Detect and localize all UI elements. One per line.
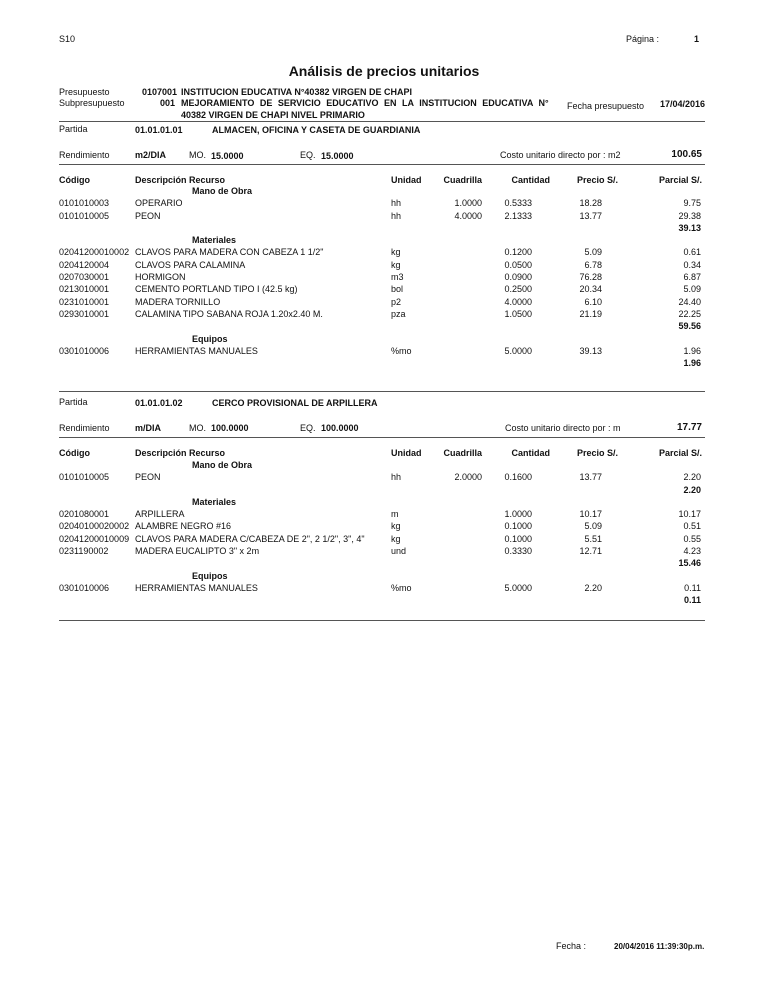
empty-cell [391, 320, 431, 332]
empty-cell [59, 222, 135, 234]
cell-descripcion: ALAMBRE NEGRO #16 [135, 521, 232, 532]
cell-cuadrilla: 4.0000 [454, 210, 482, 221]
subpresupuesto-name-line1: MEJORAMIENTO DE SERVICIO EDUCATIVO EN LA INSTITUCION EDUCATIVA N° [181, 98, 549, 108]
cell-unidad: kg [391, 521, 401, 532]
col-header-cuadrilla: Cuadrilla [443, 448, 482, 458]
empty-cell [482, 594, 550, 606]
table-row [59, 259, 705, 271]
empty-cell [431, 222, 482, 234]
empty-cell [59, 333, 135, 345]
subtotal-value: 15.46 [678, 558, 702, 569]
empty-cell [59, 234, 135, 246]
subtotal-row [59, 320, 705, 332]
cell-codigo: 02040100020002 [59, 521, 130, 532]
col-header-unidad: Unidad [391, 448, 422, 458]
empty-cell [59, 484, 135, 496]
partida-label: Partida [59, 397, 88, 407]
app-code: S10 [59, 34, 76, 44]
cell-parcial: 9.75 [683, 198, 702, 209]
cell-unidad: kg [391, 247, 401, 258]
eq-value: 15.0000 [321, 151, 354, 161]
divider [59, 391, 705, 392]
cell-parcial: 2.20 [683, 472, 702, 483]
group-title: Mano de Obra [192, 186, 253, 196]
table-row [59, 345, 705, 357]
cell-descripcion: OPERARIO [135, 198, 183, 209]
divider [59, 164, 705, 165]
empty-cell [135, 320, 391, 332]
empty-cell [59, 570, 135, 582]
col-header-parcial: Parcial S/. [658, 448, 702, 458]
footer-fecha-value: 20/04/2016 11:39:30p.m. [614, 942, 705, 951]
empty-cell [550, 357, 618, 369]
rendimiento-unit: m2/DIA [135, 150, 167, 160]
rendimiento-unit: m/DIA [135, 423, 162, 433]
resource-table-partida-1 [59, 185, 705, 369]
cell-codigo: 0231010001 [59, 296, 110, 307]
table-row [59, 582, 705, 594]
col-header-cantidad: Cantidad [511, 175, 550, 185]
footer-fecha-label: Fecha : [556, 941, 587, 951]
cell-parcial: 29.38 [678, 210, 702, 221]
cell-unidad: hh [391, 472, 402, 483]
empty-cell [135, 484, 391, 496]
cell-cantidad: 0.1000 [504, 521, 532, 532]
divider [59, 437, 705, 438]
cell-unidad: hh [391, 198, 402, 209]
group-title-row [59, 496, 705, 508]
cell-precio: 20.34 [579, 284, 602, 295]
cell-descripcion: ARPILLERA [135, 509, 185, 520]
cell-precio: 76.28 [579, 272, 602, 283]
cell-cuadrilla [431, 345, 482, 357]
cell-parcial: 0.55 [683, 533, 702, 544]
cell-cuadrilla [431, 296, 482, 308]
cell-precio: 13.77 [579, 472, 602, 483]
table-row [59, 520, 705, 532]
table-row [59, 246, 705, 258]
col-header-unidad: Unidad [391, 175, 422, 185]
empty-cell [431, 357, 482, 369]
cell-codigo: 02041200010009 [59, 533, 130, 544]
group-title-row [59, 570, 705, 582]
table-row [59, 308, 705, 320]
cell-cuadrilla [431, 308, 482, 320]
resource-table-body [59, 185, 705, 369]
table-row [59, 197, 705, 209]
cell-parcial: 0.61 [683, 247, 702, 258]
subtotal-row [59, 557, 705, 569]
cell-precio: 39.13 [579, 345, 602, 356]
cell-cantidad: 5.0000 [504, 345, 532, 356]
partida-code: 01.01.01.02 [135, 398, 183, 408]
empty-cell [135, 594, 391, 606]
cell-descripcion: CLAVOS PARA MADERA C/CABEZA DE 2", 2 1/2", 3", 4" [135, 533, 365, 544]
table-row [59, 533, 705, 545]
empty-cell [391, 484, 431, 496]
empty-cell [550, 484, 618, 496]
cell-descripcion: CLAVOS PARA CALAMINA [135, 259, 246, 270]
empty-cell [431, 320, 482, 332]
cell-unidad: m [391, 509, 399, 520]
cell-cuadrilla [431, 283, 482, 295]
cell-parcial: 22.25 [678, 308, 702, 319]
cell-precio: 6.78 [584, 259, 602, 270]
table-row [59, 545, 705, 557]
cell-descripcion: HERRAMIENTAS MANUALES [135, 582, 258, 593]
table-row [59, 283, 705, 295]
empty-cell [431, 484, 482, 496]
cell-parcial: 0.34 [683, 259, 702, 270]
empty-cell [135, 557, 391, 569]
cell-codigo: 0301010006 [59, 345, 110, 356]
cell-cantidad: 1.0500 [504, 308, 532, 319]
cell-codigo: 02041200010002 [59, 247, 130, 258]
empty-cell [550, 222, 618, 234]
group-title-row [59, 333, 705, 345]
cell-descripcion: HORMIGON [135, 272, 186, 283]
subtotal-row [59, 484, 705, 496]
cell-cantidad: 1.0000 [504, 509, 532, 520]
cell-descripcion: HERRAMIENTAS MANUALES [135, 345, 258, 356]
subtotal-row [59, 594, 705, 606]
subtotal-value: 0.11 [683, 595, 702, 606]
col-header-codigo: Código [59, 448, 90, 458]
cell-precio: 2.20 [584, 582, 602, 593]
empty-cell [482, 484, 550, 496]
cell-descripcion: MADERA EUCALIPTO 3" x 2m [135, 546, 260, 557]
cell-precio: 21.19 [579, 308, 602, 319]
cell-descripcion: CALAMINA TIPO SABANA ROJA 1.20x2.40 M. [135, 308, 323, 319]
cell-descripcion: CLAVOS PARA MADERA CON CABEZA 1 1/2" [135, 247, 324, 258]
costo-unitario-label: Costo unitario directo por : m [505, 423, 621, 433]
resource-table-body [59, 459, 705, 607]
col-header-parcial: Parcial S/. [658, 175, 702, 185]
page-number: 1 [694, 34, 700, 44]
cell-precio: 18.28 [579, 198, 602, 209]
empty-cell [135, 222, 391, 234]
col-header-precio: Precio S/. [576, 448, 618, 458]
empty-cell [550, 594, 618, 606]
cell-descripcion: CEMENTO PORTLAND TIPO I (42.5 kg) [135, 284, 298, 295]
subtotal-value: 1.96 [683, 358, 702, 369]
empty-cell [391, 222, 431, 234]
cell-cantidad: 0.0500 [504, 259, 532, 270]
subtotal-value: 2.20 [683, 484, 702, 495]
cell-cuadrilla [431, 582, 482, 594]
group-title: Materiales [192, 496, 237, 507]
empty-cell [59, 357, 135, 369]
fecha-presupuesto-value: 17/04/2016 [660, 99, 706, 109]
mo-label: MO. [189, 423, 206, 433]
empty-cell [482, 222, 550, 234]
cell-unidad: %mo [391, 582, 412, 593]
subpresupuesto-name-line2: 40382 VIRGEN DE CHAPI NIVEL PRIMARIO [181, 110, 365, 120]
cell-unidad: kg [391, 533, 401, 544]
cell-cantidad: 5.0000 [504, 582, 532, 593]
cell-unidad: p2 [391, 296, 402, 307]
empty-cell [59, 594, 135, 606]
cell-codigo: 0101010005 [59, 210, 110, 221]
cell-unidad: pza [391, 308, 406, 319]
cell-codigo: 0101010005 [59, 472, 110, 483]
cell-cuadrilla [431, 545, 482, 557]
col-header-descripcion: Descripción Recurso [135, 448, 226, 458]
mo-label: MO. [189, 150, 206, 160]
empty-cell [550, 320, 618, 332]
cell-parcial: 0.51 [683, 521, 702, 532]
rendimiento-label: Rendimiento [59, 423, 110, 433]
cell-descripcion: MADERA TORNILLO [135, 296, 221, 307]
empty-cell [59, 557, 135, 569]
cell-cantidad: 0.1200 [504, 247, 532, 258]
costo-unitario-value: 17.77 [676, 422, 702, 433]
cell-codigo: 0201080001 [59, 509, 110, 520]
cell-cuadrilla [431, 508, 482, 520]
cell-cantidad: 0.2500 [504, 284, 532, 295]
empty-cell [59, 185, 135, 197]
costo-unitario-label: Costo unitario directo por : m2 [500, 150, 621, 160]
subtotal-row [59, 357, 705, 369]
cell-unidad: m3 [391, 272, 404, 283]
cell-cantidad: 0.3330 [504, 546, 532, 557]
subpresupuesto-label: Subpresupuesto [59, 98, 125, 108]
cell-precio: 10.17 [579, 509, 602, 520]
table-row [59, 296, 705, 308]
mo-value: 100.0000 [211, 423, 249, 433]
page-label: Página : [626, 34, 660, 44]
cell-parcial: 0.11 [684, 582, 702, 593]
cell-cuadrilla [431, 259, 482, 271]
group-title: Equipos [192, 333, 228, 344]
cell-descripcion: PEON [135, 210, 161, 221]
cell-codigo: 0204120004 [59, 259, 110, 270]
group-title-row [59, 185, 705, 197]
cell-cantidad: 2.1333 [504, 210, 532, 221]
divider [59, 121, 705, 122]
cell-parcial: 24.40 [678, 296, 702, 307]
col-header-cuadrilla: Cuadrilla [443, 175, 482, 185]
cell-parcial: 5.09 [683, 284, 702, 295]
empty-cell [391, 594, 431, 606]
cell-codigo: 0213010001 [59, 284, 110, 295]
partida-label: Partida [59, 124, 88, 134]
cell-parcial: 6.87 [683, 272, 702, 283]
cell-codigo: 0207030001 [59, 272, 110, 283]
cell-precio: 5.51 [584, 533, 602, 544]
cell-cantidad: 4.0000 [504, 296, 532, 307]
cell-cantidad: 0.1600 [504, 472, 532, 483]
table-row [59, 271, 705, 283]
cell-cantidad: 0.1000 [504, 533, 532, 544]
cell-cuadrilla [431, 533, 482, 545]
cell-unidad: bol [391, 284, 404, 295]
cell-codigo: 0101010003 [59, 198, 110, 209]
costo-unitario-value: 100.65 [671, 149, 702, 160]
cell-cantidad: 0.0900 [504, 272, 532, 283]
cell-cuadrilla [431, 271, 482, 283]
cell-cuadrilla: 1.0000 [454, 198, 482, 209]
partida-code: 01.01.01.01 [135, 125, 183, 135]
page-title: Análisis de precios unitarios [288, 63, 480, 79]
cell-descripcion: PEON [135, 472, 161, 483]
col-header-codigo: Código [59, 175, 90, 185]
group-title: Equipos [192, 570, 228, 581]
cell-precio: 5.09 [584, 247, 602, 258]
subtotal-row [59, 222, 705, 234]
cell-parcial: 1.96 [683, 345, 702, 356]
col-header-descripcion: Descripción Recurso [135, 175, 226, 185]
cell-unidad: %mo [391, 345, 412, 356]
empty-cell [59, 320, 135, 332]
presupuesto-name: INSTITUCION EDUCATIVA N°40382 VIRGEN DE CHAPI [181, 87, 412, 97]
eq-value: 100.0000 [321, 423, 359, 433]
cell-parcial: 4.23 [683, 546, 702, 557]
group-title: Materiales [192, 235, 237, 246]
partida-name: ALMACEN, OFICINA Y CASETA DE GUARDIANIA [212, 125, 421, 135]
empty-cell [391, 557, 431, 569]
cell-codigo: 0301010006 [59, 582, 110, 593]
cell-unidad: hh [391, 210, 402, 221]
cell-unidad: und [391, 546, 407, 557]
mo-value: 15.0000 [211, 151, 244, 161]
empty-cell [482, 320, 550, 332]
subtotal-value: 39.13 [678, 222, 702, 233]
table-row [59, 508, 705, 520]
cell-precio: 5.09 [584, 521, 602, 532]
cell-cuadrilla: 2.0000 [454, 472, 482, 483]
cell-parcial: 10.17 [678, 509, 702, 520]
cell-cantidad: 0.5333 [504, 198, 532, 209]
table-row [59, 471, 705, 483]
empty-cell [431, 594, 482, 606]
presupuesto-code: 0107001 [142, 87, 178, 97]
cell-codigo: 0293010001 [59, 308, 110, 319]
group-title: Mano de Obra [192, 460, 253, 470]
cell-cuadrilla [431, 520, 482, 532]
cell-precio: 6.10 [584, 296, 602, 307]
cell-precio: 12.71 [579, 546, 602, 557]
empty-cell [550, 557, 618, 569]
empty-cell [391, 357, 431, 369]
cell-unidad: kg [391, 259, 401, 270]
col-header-precio: Precio S/. [576, 175, 618, 185]
group-title-row [59, 234, 705, 246]
presupuesto-label: Presupuesto [59, 87, 110, 97]
cell-codigo: 0231190002 [59, 546, 109, 557]
col-header-cantidad: Cantidad [511, 448, 550, 458]
rendimiento-label: Rendimiento [59, 150, 110, 160]
empty-cell [482, 357, 550, 369]
subtotal-value: 59.56 [678, 321, 702, 332]
table-row [59, 210, 705, 222]
eq-label: EQ. [300, 423, 316, 433]
divider [59, 620, 705, 621]
group-title-row [59, 459, 705, 471]
eq-label: EQ. [300, 150, 316, 160]
subpresupuesto-code: 001 [160, 98, 176, 108]
partida-name: CERCO PROVISIONAL DE ARPILLERA [212, 398, 378, 408]
cell-cuadrilla [431, 246, 482, 258]
empty-cell [135, 357, 391, 369]
cell-precio: 13.77 [579, 210, 602, 221]
empty-cell [482, 557, 550, 569]
fecha-presupuesto-label: Fecha presupuesto [567, 101, 645, 111]
empty-cell [431, 557, 482, 569]
empty-cell [59, 459, 135, 471]
empty-cell [59, 496, 135, 508]
resource-table-partida-2 [59, 459, 705, 607]
